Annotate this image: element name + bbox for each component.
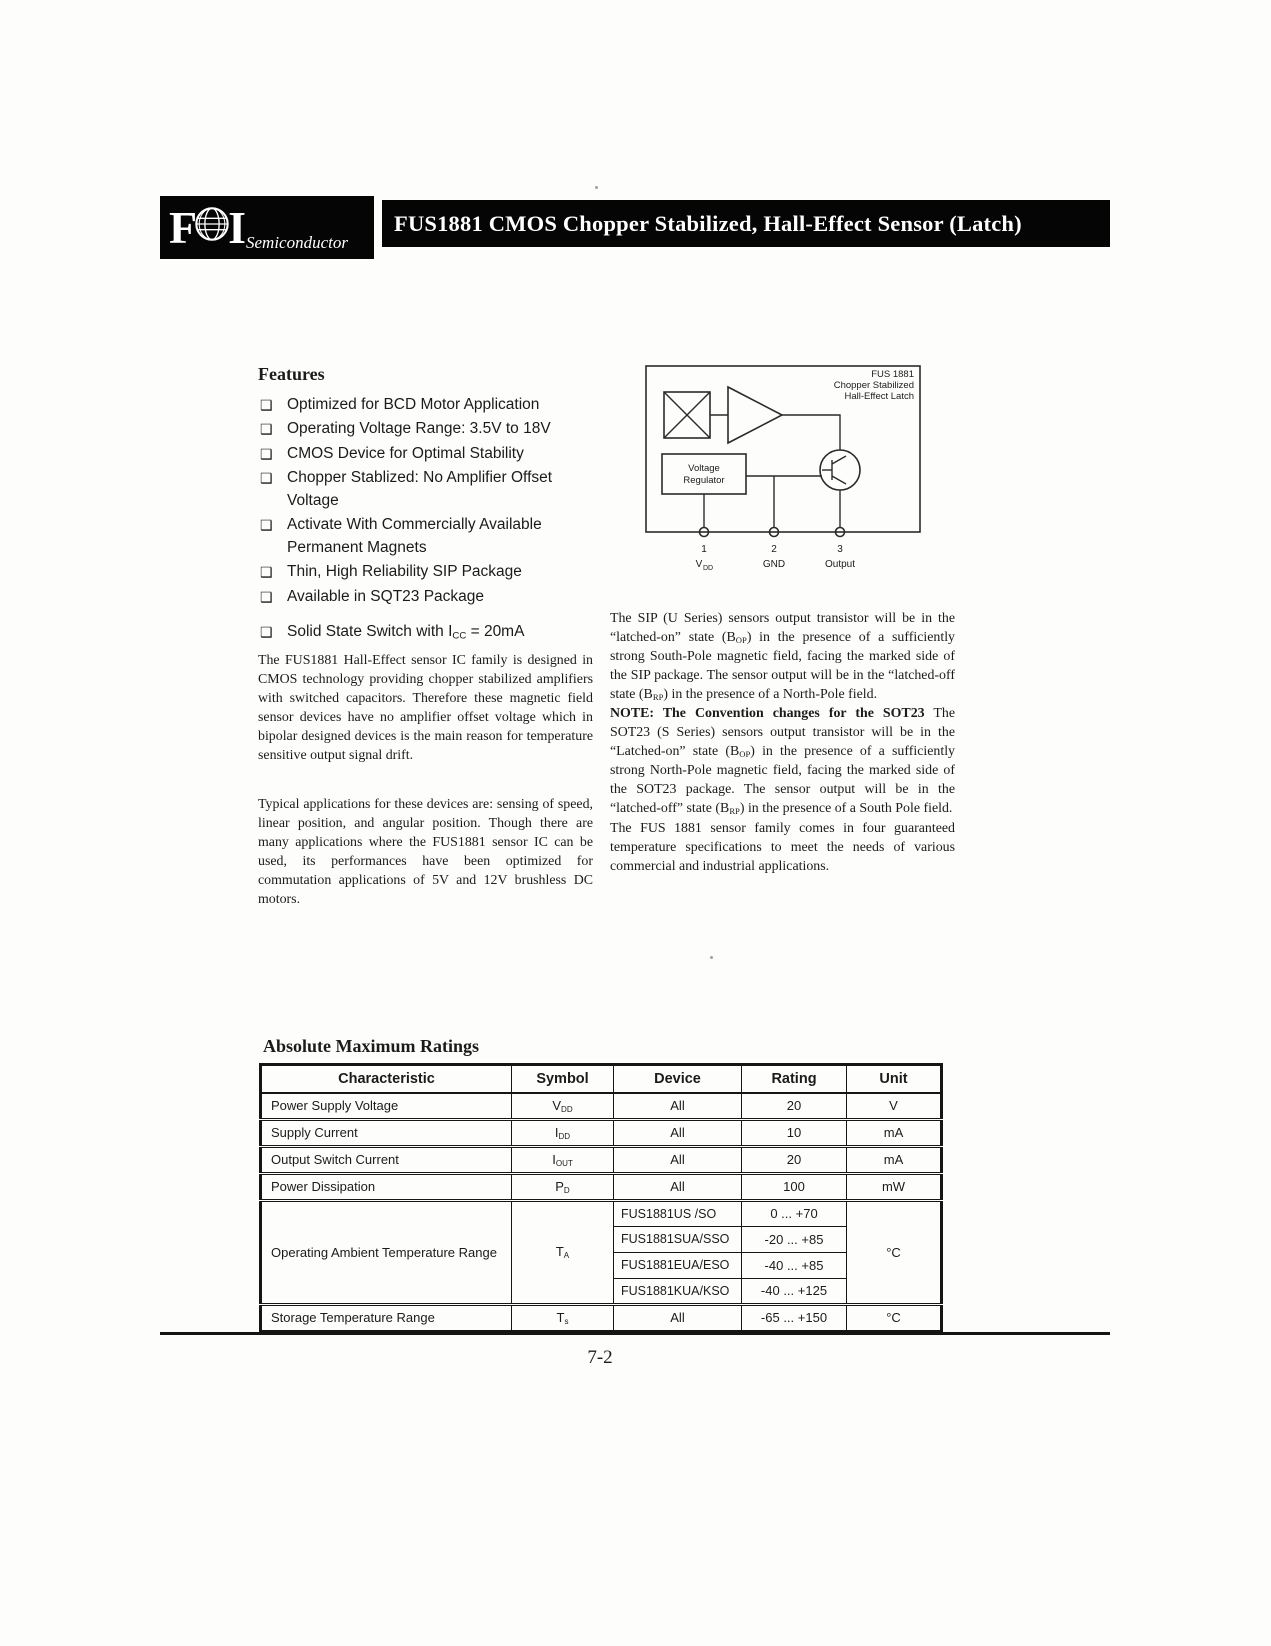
page-title: FUS1881 CMOS Chopper Stabilized, Hall-Effect Sensor (Latch) [394, 210, 1022, 236]
cell-characteristic: Storage Temperature Range [261, 1304, 512, 1331]
chip-label-line1: FUS 1881 [871, 369, 914, 380]
cell-unit: mA [847, 1146, 942, 1173]
pin-3-number: 3 [837, 544, 843, 555]
feature-item [258, 394, 620, 416]
cell-device: All [614, 1173, 742, 1200]
cell-symbol: $P_D$ [512, 1173, 614, 1200]
features-heading: Features [258, 364, 325, 384]
absolute-maximum-ratings-table [259, 1063, 943, 1333]
cell-device: All [614, 1146, 742, 1173]
square-bullet-icon: ❑ [260, 470, 273, 487]
cell-device: All [614, 1304, 742, 1331]
square-bullet-icon: ❑ [260, 421, 273, 438]
ratings-heading: Absolute Maximum Ratings [263, 1036, 480, 1056]
page-number: 7-2 [587, 1347, 613, 1368]
pin-1-label-subscript: DD [702, 565, 714, 572]
feature-item [258, 586, 620, 608]
cell-unit: °C [847, 1304, 942, 1331]
footer-rule [160, 1332, 1110, 1335]
cell-rating: -20 ... +85 [742, 1226, 847, 1252]
feature-text: Activate With Commercially Available Permanent Magnets [287, 516, 542, 556]
col-header-unit: Unit [847, 1065, 942, 1093]
voltage-regulator-label-2: Regulator [683, 475, 725, 486]
cell-device: All [614, 1093, 742, 1120]
feature-text: Available in SQT23 Package [287, 587, 485, 605]
feature-item [258, 514, 620, 559]
chip-label-line3: Hall-Effect Latch [844, 391, 914, 402]
square-bullet-icon: ❑ [260, 445, 273, 462]
cell-symbol: $T_s$ [512, 1304, 614, 1331]
col-header-rating: Rating [742, 1065, 847, 1093]
feature-item [258, 621, 620, 643]
cell-characteristic: Output Switch Current [261, 1146, 512, 1173]
cell-device: FUS1881SUA/SSO [614, 1226, 742, 1252]
fci-logo-letters [169, 201, 245, 253]
scan-artifact-dot [710, 956, 713, 959]
masthead [160, 196, 1110, 259]
cell-symbol: $I_{OUT}$ [512, 1146, 614, 1173]
table-row [261, 1200, 942, 1226]
cell-symbol: $V_{DD}$ [512, 1093, 614, 1120]
table-row [261, 1119, 942, 1146]
pin-2-label: GND [762, 559, 786, 570]
pin-1-number: 1 [701, 544, 707, 555]
square-bullet-icon: ❑ [260, 588, 273, 605]
features-section [258, 364, 620, 646]
intro-paragraph-2: Typical applications for these devices are: sensing of speed, linear position, and angular position. Though there are many applications where the FUS1881 sensor IC can be used, its performances have been optimized for commutation applications of 5V and 12V brushless DC motors. [258, 797, 593, 908]
wire [782, 415, 840, 450]
table-row [261, 1304, 942, 1331]
feature-text: Solid State Switch with $I_{CC} = 20mA$ [287, 623, 525, 642]
cell-unit: °C [847, 1200, 942, 1304]
sot23-note-paragraph: NOTE: The Convention changes for the SOT23 The SOT23 (S Series) sensors output transistor will be in the “Latched-on” state $(B_{OP})$ in the presence of a sufficiently strong North-Pole magnetic field, facing the marked side of the SOT23 package. The sensor output will be in the “latched-off” state $(B_{RP})$ in the presence of a South Pole field. [610, 706, 955, 817]
feature-text: Thin, High Reliability SIP Package [287, 563, 522, 581]
cell-unit: mA [847, 1119, 942, 1146]
output-transistor-icon [820, 450, 860, 490]
table-row [261, 1173, 942, 1200]
amplifier-icon [728, 387, 782, 443]
hall-element-icon [664, 392, 710, 438]
cell-unit: mW [847, 1173, 942, 1200]
logo-semiconductor-label: Semiconductor [246, 233, 348, 252]
right-column-text [610, 609, 955, 876]
feature-item [258, 561, 620, 583]
feature-text: Chopper Stablized: No Amplifier Offset Voltage [287, 469, 553, 509]
scan-artifact-dot [595, 186, 598, 189]
sip-behavior-paragraph: The SIP (U Series) sensors output transistor will be in the “latched-on” state $(B_{OP})$ in the presence of a sufficiently strong South-Pole magnetic field, facing the marked side of the SIP package. The sensor output will be in the “latched-off state $(B_{RP})$ in the presence of a North-Pole field. [610, 611, 955, 703]
voltage-regulator-label-1: Voltage [688, 463, 720, 474]
cell-rating: -65 ... +150 [742, 1304, 847, 1331]
table-row [261, 1146, 942, 1173]
feature-item [258, 443, 620, 465]
cell-rating: -40 ... +85 [742, 1252, 847, 1278]
cell-rating: -40 ... +125 [742, 1278, 847, 1304]
title-bar [382, 200, 1110, 247]
cell-characteristic: Power Supply Voltage [261, 1093, 512, 1120]
cell-device: FUS1881US /SO [614, 1200, 742, 1226]
square-bullet-icon: ❑ [260, 564, 273, 581]
cell-rating: 20 [742, 1146, 847, 1173]
col-header-characteristic: Characteristic [261, 1065, 512, 1093]
col-header-device: Device [614, 1065, 742, 1093]
cell-rating: 10 [742, 1119, 847, 1146]
intro-paragraph-1: The FUS1881 Hall-Effect sensor IC family is designed in CMOS technology providing chopper stabilized amplifiers with switched capacitors. Therefore these magnetic field sensor devices have no amplifier offset voltage which in bipolar designed devices is the main reason for temperature sensitive output signal drift. [258, 653, 593, 764]
cell-characteristic: Supply Current [261, 1119, 512, 1146]
voltage-regulator-box [662, 454, 746, 494]
logo-letter-f: F [169, 201, 196, 253]
globe-icon [193, 205, 231, 251]
cell-characteristic: Operating Ambient Temperature Range [261, 1200, 512, 1304]
cell-symbol: $I_{DD}$ [512, 1119, 614, 1146]
square-bullet-icon: ❑ [260, 624, 273, 641]
pin-2-number: 2 [771, 544, 777, 555]
feature-item [258, 467, 620, 512]
pin-3-label: Output [824, 559, 856, 570]
cell-unit: V [847, 1093, 942, 1120]
logo-letter-i: I [228, 201, 245, 253]
cell-rating: 100 [742, 1173, 847, 1200]
cell-device: FUS1881KUA/KSO [614, 1278, 742, 1304]
cell-rating: 0 ... +70 [742, 1200, 847, 1226]
feature-item [258, 418, 620, 440]
note-lead-in: NOTE: The Convention changes for the SOT23 [610, 706, 925, 722]
square-bullet-icon: ❑ [260, 517, 273, 534]
cell-symbol: $T_A$ [512, 1200, 614, 1304]
cell-device: FUS1881EUA/ESO [614, 1252, 742, 1278]
family-summary-paragraph: The FUS 1881 sensor family comes in four guaranteed temperature specifications to meet the needs of various commercial and industrial applications. [610, 820, 955, 874]
cell-rating: 20 [742, 1093, 847, 1120]
pin-1-label: V [695, 559, 703, 570]
col-header-symbol: Symbol [512, 1065, 614, 1093]
table-row [261, 1093, 942, 1120]
feature-text: Optimized for BCD Motor Application [287, 396, 540, 413]
feature-text: Operating Voltage Range: 3.5V to 18V [287, 420, 551, 438]
square-bullet-icon: ❑ [260, 397, 273, 413]
block-diagram [636, 358, 942, 581]
table-header-row [261, 1065, 942, 1093]
feature-text: CMOS Device for Optimal Stability [287, 444, 524, 462]
cell-characteristic: Power Dissipation [261, 1173, 512, 1200]
cell-device: All [614, 1119, 742, 1146]
fci-logo [160, 196, 374, 259]
chip-label-line2: Chopper Stabilized [833, 380, 914, 391]
